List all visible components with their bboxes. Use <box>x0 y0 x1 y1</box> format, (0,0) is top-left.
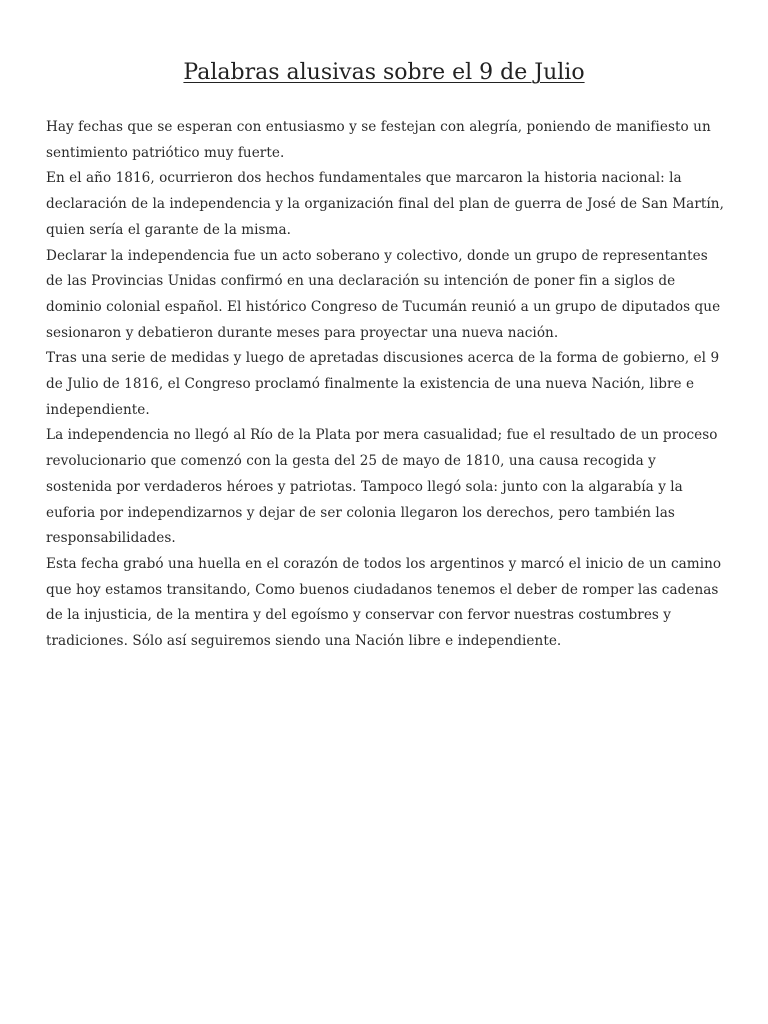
paragraph-2: En el año 1816, ocurrieron dos hechos fundamentales que marcaron la historia nacional: la declaración de la independencia y la organización final del plan de guerra de José de San Martín, quien sería el garante de la misma. <box>46 170 724 238</box>
paragraph-4: Tras una serie de medidas y luego de apretadas discusiones acerca de la forma de gobierno, el 9 de Julio de 1816, el Congreso proclamó finalmente la existencia de una nueva Nación, libre e independiente. <box>46 350 720 418</box>
paragraph-6: Esta fecha grabó una huella en el corazón de todos los argentinos y marcó el inicio de un camino que hoy estamos transitando, Como buenos ciudadanos tenemos el deber de romper las cadenas de la injusticia, de la mentira y del egoísmo y conservar con fervor nuestras costumbres y tradiciones. Sólo así seguiremos siendo una Nación libre e independiente. <box>46 555 722 650</box>
paragraph-5: La independencia no llegó al Río de la Plata por mera casualidad; fue el resultado de un proceso revolucionario que comenzó con la gesta del 25 de mayo de 1810, una causa recogida y sostenida por verdaderos héroes y patriotas. Tampoco llegó sola: junto con la algarabía y la euforia por independizarnos y dejar de ser colonia llegaron los derechos, pero también las responsabilidades. <box>46 427 718 547</box>
document-body <box>46 115 726 655</box>
paragraph-3: Declarar la independencia fue un acto soberano y colectivo, donde un grupo de representantes de las Provincias Unidas confirmó en una declaración su intención de poner fin a siglos de dominio colonial español. El histórico Congreso de Tucumán reunió a un grupo de diputados que sesionaron y debatieron durante meses para proyectar una nueva nación. <box>46 247 721 341</box>
document-title: Palabras alusivas sobre el 9 de Julio <box>183 60 585 85</box>
paragraph-1: Hay fechas que se esperan con entusiasmo y se festejan con alegría, poniendo de manifiesto un sentimiento patriótico muy fuerte. <box>46 119 711 161</box>
